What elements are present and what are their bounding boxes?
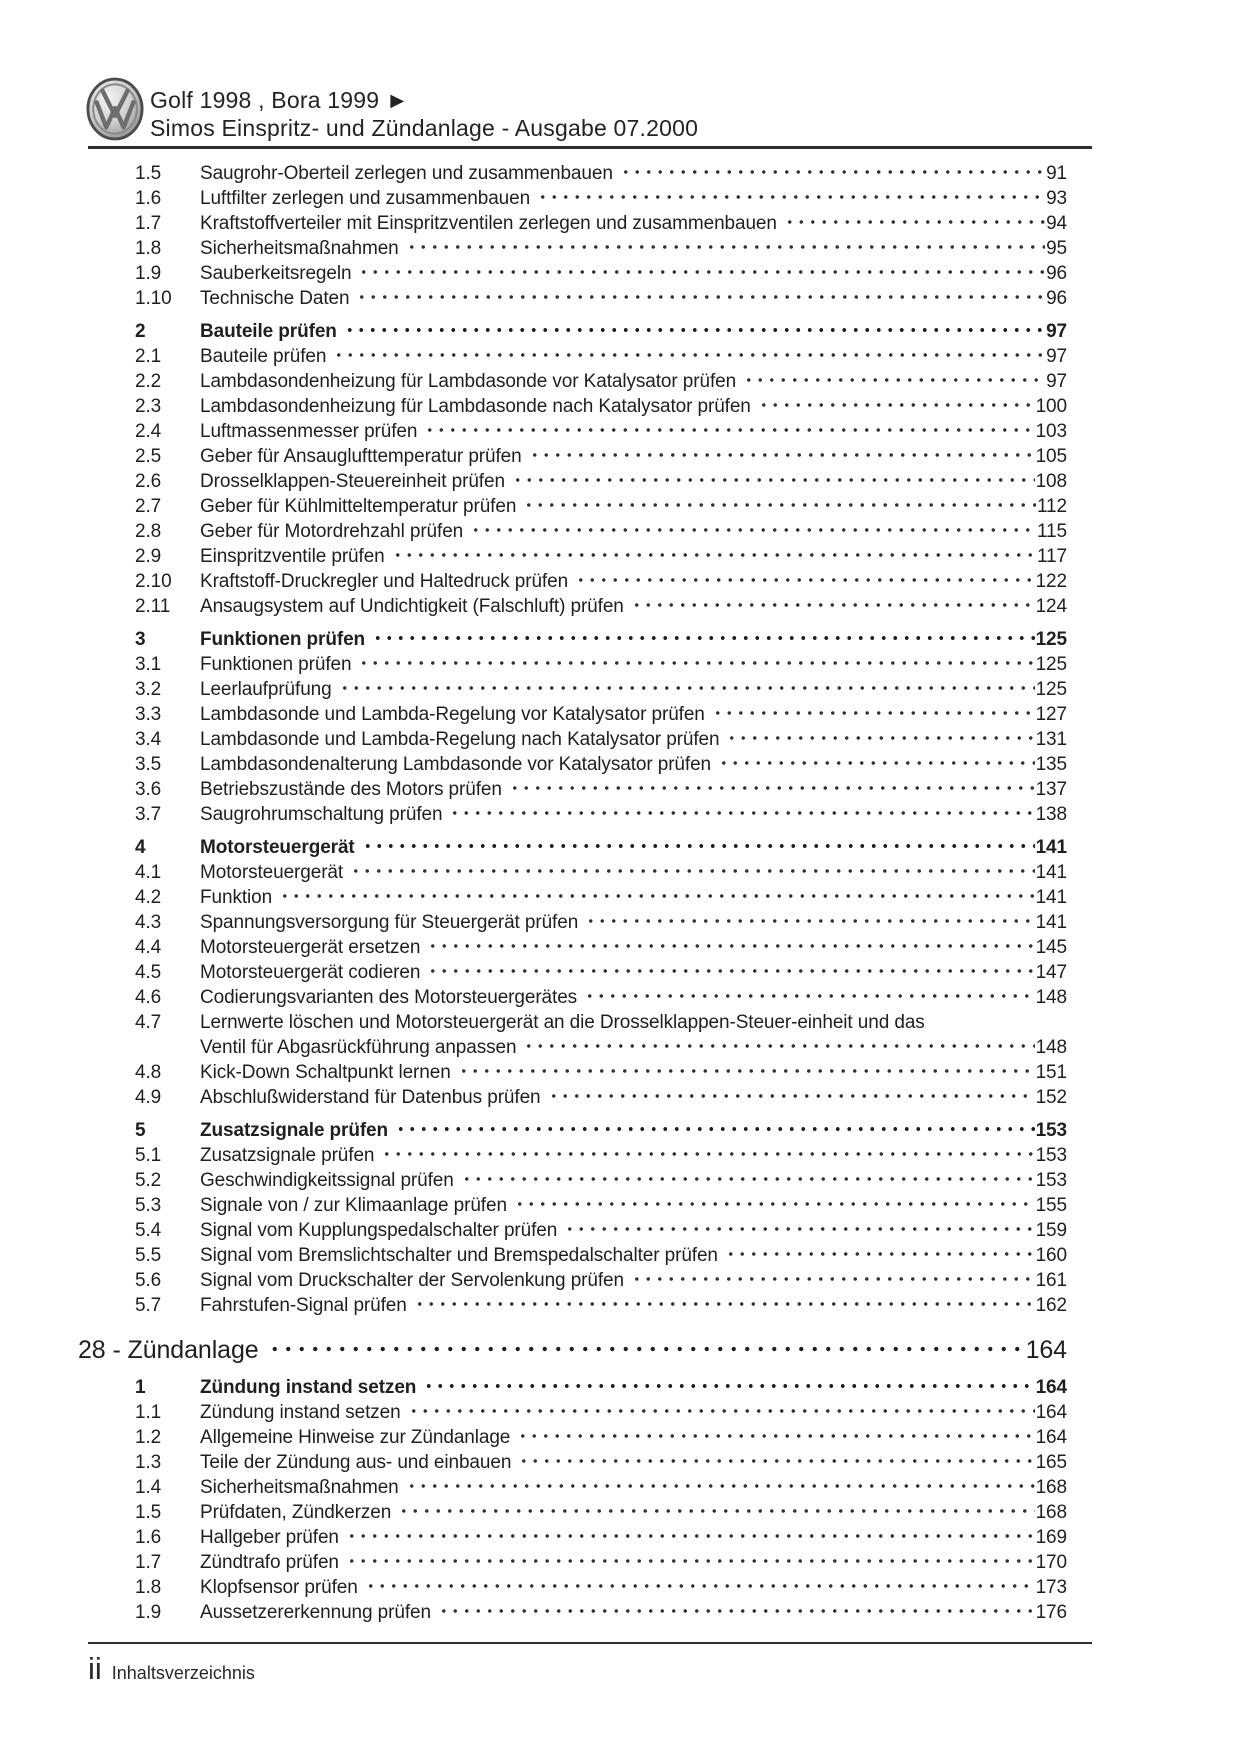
toc-entry bbox=[135, 544, 1067, 569]
dot-leader bbox=[279, 885, 1035, 903]
page-number: 152 bbox=[1035, 1087, 1067, 1108]
page-number: 124 bbox=[1035, 596, 1067, 617]
page-number: 176 bbox=[1035, 1602, 1067, 1623]
dot-leader bbox=[461, 1168, 1035, 1186]
dot-leader bbox=[509, 777, 1035, 795]
toc-entry bbox=[135, 935, 1067, 960]
toc-entry bbox=[135, 960, 1067, 985]
toc-group-header bbox=[135, 1118, 1067, 1143]
entry-title: Lambdasondenheizung für Lambdasonde nach Katalysator prüfen bbox=[200, 396, 751, 417]
toc-entry bbox=[135, 985, 1067, 1010]
page-number: 164 bbox=[1035, 1377, 1067, 1398]
page-number: 125 bbox=[1035, 629, 1067, 650]
entry-number: 5 bbox=[135, 1120, 146, 1141]
dot-leader bbox=[358, 652, 1034, 670]
entry-number: 2.3 bbox=[135, 396, 162, 417]
toc-entry bbox=[135, 494, 1067, 519]
page-number: 148 bbox=[1035, 1037, 1067, 1058]
entry-number: 2.10 bbox=[135, 571, 172, 592]
entry-title: Kick-Down Schaltpunkt lernen bbox=[200, 1062, 451, 1083]
entry-title: Sicherheitsmaßnahmen bbox=[200, 1477, 399, 1498]
entry-number: 4.7 bbox=[135, 1012, 162, 1033]
toc-entry bbox=[135, 1500, 1067, 1525]
entry-number: 1.10 bbox=[135, 288, 172, 309]
page-number: 108 bbox=[1035, 471, 1067, 492]
toc-entry bbox=[135, 236, 1067, 261]
toc-entry bbox=[135, 777, 1067, 802]
page-number: 97 bbox=[1046, 321, 1067, 342]
dot-leader bbox=[518, 1450, 1034, 1468]
page-number: 169 bbox=[1035, 1527, 1067, 1548]
page-number: 95 bbox=[1046, 238, 1067, 259]
dot-leader bbox=[575, 569, 1035, 587]
entry-title: Geber für Kühlmitteltemperatur prüfen bbox=[200, 496, 517, 517]
page-number: 165 bbox=[1035, 1452, 1067, 1473]
entry-title: Saugrohrumschaltung prüfen bbox=[200, 804, 443, 825]
entry-title: Drosselklappen-Steuereinheit prüfen bbox=[200, 471, 505, 492]
dot-leader bbox=[585, 910, 1034, 928]
entry-title: Spannungsversorgung für Steuergerät prüfen bbox=[200, 912, 579, 933]
dot-leader bbox=[458, 1060, 1035, 1078]
page-number: 141 bbox=[1035, 862, 1067, 883]
toc-entry bbox=[135, 1425, 1067, 1450]
footer-divider bbox=[88, 1642, 1092, 1644]
entry-title: Zündung instand setzen bbox=[200, 1402, 401, 1423]
toc-entry bbox=[135, 1168, 1067, 1193]
entry-title: Betriebszustände des Motors prüfen bbox=[200, 779, 502, 800]
page-number: 94 bbox=[1046, 213, 1067, 234]
toc-entry bbox=[135, 652, 1067, 677]
page-number: 122 bbox=[1035, 571, 1067, 592]
entry-number: 3.4 bbox=[135, 729, 162, 750]
page-number: 141 bbox=[1035, 912, 1067, 933]
entry-number: 1.6 bbox=[135, 1527, 162, 1548]
dot-leader bbox=[372, 627, 1035, 645]
entry-number: 3.3 bbox=[135, 704, 162, 725]
dot-leader bbox=[631, 594, 1035, 612]
entry-number: 4.8 bbox=[135, 1062, 162, 1083]
dot-leader bbox=[726, 727, 1034, 745]
dot-leader bbox=[631, 1268, 1035, 1286]
dot-leader bbox=[784, 211, 1045, 229]
entry-title: Sicherheitsmaßnahmen bbox=[200, 238, 399, 259]
header-manual-line: Simos Einspritz- und Zündanlage - Ausgabe 07.2000 bbox=[150, 115, 699, 141]
page-number: 173 bbox=[1035, 1577, 1067, 1598]
toc-entry bbox=[135, 1010, 1067, 1060]
entry-number: 1.7 bbox=[135, 1552, 162, 1573]
chapter-title: 28 - Zündanlage bbox=[78, 1336, 259, 1364]
entry-title: Aussetzererkennung prüfen bbox=[200, 1602, 431, 1623]
dot-leader bbox=[523, 1035, 1034, 1053]
entry-number: 1.8 bbox=[135, 1577, 162, 1598]
entry-number: 1.5 bbox=[135, 163, 162, 184]
toc-chapter-heading bbox=[78, 1333, 1067, 1367]
entry-number: 1.2 bbox=[135, 1427, 162, 1448]
dot-leader bbox=[406, 236, 1045, 254]
dot-leader bbox=[423, 1375, 1034, 1393]
dot-leader bbox=[548, 1085, 1035, 1103]
page-number: 100 bbox=[1035, 396, 1067, 417]
page-number: 164 bbox=[1025, 1336, 1067, 1364]
entry-title: Ansaugsystem auf Undichtigkeit (Falschluft) prüfen bbox=[200, 596, 624, 617]
entry-title-continued: Ventil für Abgasrückführung anpassen bbox=[200, 1037, 517, 1058]
toc-entry bbox=[135, 519, 1067, 544]
entry-number: 2.6 bbox=[135, 471, 162, 492]
entry-title: Motorsteuergerät codieren bbox=[200, 962, 421, 983]
toc-entry bbox=[135, 469, 1067, 494]
dot-leader bbox=[758, 394, 1035, 412]
entry-title: Klopfsensor prüfen bbox=[200, 1577, 358, 1598]
page-number: 153 bbox=[1035, 1170, 1067, 1191]
toc-entry bbox=[135, 702, 1067, 727]
page-number: 117 bbox=[1037, 546, 1067, 567]
entry-number: 1.3 bbox=[135, 1452, 162, 1473]
entry-number: 3.1 bbox=[135, 654, 162, 675]
dot-leader bbox=[523, 494, 1036, 512]
toc-entry bbox=[135, 1060, 1067, 1085]
entry-number: 4 bbox=[135, 837, 146, 858]
page-number: 138 bbox=[1035, 804, 1067, 825]
page-number: 155 bbox=[1035, 1195, 1067, 1216]
entry-title: Luftfilter zerlegen und zusammenbauen bbox=[200, 188, 531, 209]
dot-leader bbox=[620, 161, 1045, 179]
entry-number: 2.2 bbox=[135, 371, 162, 392]
page-number: 112 bbox=[1037, 496, 1067, 517]
toc-entry bbox=[135, 186, 1067, 211]
dot-leader bbox=[743, 369, 1045, 387]
toc-entry bbox=[135, 1575, 1067, 1600]
entry-number: 2.8 bbox=[135, 521, 162, 542]
toc-entry bbox=[135, 727, 1067, 752]
dot-leader bbox=[449, 802, 1034, 820]
entry-title: Funktion bbox=[200, 887, 273, 908]
dot-leader bbox=[424, 419, 1034, 437]
page-number: 164 bbox=[1035, 1427, 1067, 1448]
toc-entry bbox=[135, 1450, 1067, 1475]
entry-title: Signal vom Bremslichtschalter und Bremspedalschalter prüfen bbox=[200, 1245, 718, 1266]
entry-title: Lambdasondenalterung Lambdasonde vor Katalysator prüfen bbox=[200, 754, 712, 775]
dot-leader bbox=[356, 286, 1045, 304]
dot-leader bbox=[517, 1425, 1034, 1443]
page-number: 145 bbox=[1035, 937, 1067, 958]
dot-leader bbox=[395, 1118, 1035, 1136]
vw-logo-icon bbox=[86, 76, 144, 147]
dot-leader bbox=[470, 519, 1036, 537]
entry-number: 2.9 bbox=[135, 546, 162, 567]
toc-entry bbox=[135, 1550, 1067, 1575]
page-number: 97 bbox=[1046, 371, 1067, 392]
toc-group-header bbox=[135, 1375, 1067, 1400]
entry-number: 3.5 bbox=[135, 754, 162, 775]
page-number: 161 bbox=[1035, 1270, 1067, 1291]
toc-entry bbox=[135, 594, 1067, 619]
entry-number: 1.6 bbox=[135, 188, 162, 209]
toc-entry bbox=[135, 369, 1067, 394]
entry-title: Abschlußwiderstand für Datenbus prüfen bbox=[200, 1087, 541, 1108]
page-number: 131 bbox=[1035, 729, 1067, 750]
entry-number: 5.5 bbox=[135, 1245, 162, 1266]
entry-title: Einspritzventile prüfen bbox=[200, 546, 385, 567]
page-number: 170 bbox=[1035, 1552, 1067, 1573]
toc-entry bbox=[135, 394, 1067, 419]
toc-group-header bbox=[135, 835, 1067, 860]
toc-entry bbox=[135, 1600, 1067, 1625]
dot-leader bbox=[406, 1475, 1035, 1493]
entry-number: 5.6 bbox=[135, 1270, 162, 1291]
entry-title: Geber für Ansauglufttemperatur prüfen bbox=[200, 446, 522, 467]
header-divider bbox=[88, 146, 1092, 149]
page-number: 141 bbox=[1035, 837, 1067, 858]
entry-number: 5.3 bbox=[135, 1195, 162, 1216]
entry-number: 5.7 bbox=[135, 1295, 162, 1316]
entry-number: 1.7 bbox=[135, 213, 162, 234]
entry-number: 4.2 bbox=[135, 887, 162, 908]
page-number: 127 bbox=[1035, 704, 1067, 725]
dot-leader bbox=[712, 702, 1035, 720]
entry-title: Geber für Motordrehzahl prüfen bbox=[200, 521, 464, 542]
header-model-line: Golf 1998 , Bora 1999 ► bbox=[150, 87, 409, 113]
dot-leader bbox=[362, 835, 1035, 853]
entry-title: Zündtrafo prüfen bbox=[200, 1552, 339, 1573]
dot-leader bbox=[718, 752, 1035, 770]
page-number: 115 bbox=[1037, 521, 1067, 542]
entry-title: Signal vom Druckschalter der Servolenkung prüfen bbox=[200, 1270, 624, 1291]
toc-entry bbox=[135, 286, 1067, 311]
entry-title: Signal vom Kupplungspedalschalter prüfen bbox=[200, 1220, 558, 1241]
page-number: 162 bbox=[1035, 1295, 1067, 1316]
entry-number: 2.1 bbox=[135, 346, 162, 367]
toc-entry bbox=[135, 677, 1067, 702]
entry-number: 4.4 bbox=[135, 937, 162, 958]
footer bbox=[88, 1652, 255, 1686]
page-number: 97 bbox=[1046, 346, 1067, 367]
entry-title: Teile der Zündung aus- und einbauen bbox=[200, 1452, 512, 1473]
page-number: 96 bbox=[1046, 263, 1067, 284]
dot-leader bbox=[333, 344, 1045, 362]
toc-group-header bbox=[135, 627, 1067, 652]
entry-title: Lambdasonde und Lambda-Regelung vor Katalysator prüfen bbox=[200, 704, 705, 725]
toc-entry bbox=[135, 1243, 1067, 1268]
dot-leader bbox=[381, 1143, 1034, 1161]
entry-number: 5.1 bbox=[135, 1145, 162, 1166]
toc-entry bbox=[135, 1268, 1067, 1293]
entry-number: 3.2 bbox=[135, 679, 162, 700]
dot-leader bbox=[564, 1218, 1034, 1236]
toc-entry bbox=[135, 444, 1067, 469]
entry-number: 1.5 bbox=[135, 1502, 162, 1523]
dot-leader bbox=[365, 1575, 1035, 1593]
dot-leader bbox=[537, 186, 1045, 204]
toc-entry bbox=[135, 344, 1067, 369]
page-number: 93 bbox=[1046, 188, 1067, 209]
entry-number: 2.4 bbox=[135, 421, 162, 442]
entry-number: 5.2 bbox=[135, 1170, 162, 1191]
page-number: 103 bbox=[1035, 421, 1067, 442]
entry-title: Lernwerte löschen und Motorsteuergerät an die Drosselklappen-Steuer-einheit und das bbox=[200, 1012, 925, 1033]
page-number: 135 bbox=[1035, 754, 1067, 775]
entry-number: 1.8 bbox=[135, 238, 162, 259]
dot-leader bbox=[358, 261, 1045, 279]
entry-title: Codierungsvarianten des Motorsteuergerätes bbox=[200, 987, 578, 1008]
entry-title: Zündung instand setzen bbox=[200, 1377, 417, 1398]
entry-number: 3.7 bbox=[135, 804, 162, 825]
toc-group-header bbox=[135, 319, 1067, 344]
toc-entry bbox=[135, 752, 1067, 777]
dot-leader bbox=[427, 935, 1034, 953]
entry-title: Bauteile prüfen bbox=[200, 321, 337, 342]
entry-title: Zusatzsignale prüfen bbox=[200, 1120, 389, 1141]
entry-number: 1 bbox=[135, 1377, 146, 1398]
entry-title: Lambdasondenheizung für Lambdasonde vor Katalysator prüfen bbox=[200, 371, 737, 392]
entry-number: 4.1 bbox=[135, 862, 162, 883]
entry-number: 4.6 bbox=[135, 987, 162, 1008]
entry-title: Leerlaufprüfung bbox=[200, 679, 332, 700]
toc-entry bbox=[135, 1143, 1067, 1168]
entry-title: Funktionen prüfen bbox=[200, 654, 352, 675]
dot-leader bbox=[408, 1400, 1035, 1418]
page-number: 148 bbox=[1035, 987, 1067, 1008]
page-number: 96 bbox=[1046, 288, 1067, 309]
toc-list bbox=[78, 161, 1067, 1625]
page-number: 147 bbox=[1035, 962, 1067, 983]
page-number: 153 bbox=[1035, 1120, 1067, 1141]
entry-title: Kraftstoff-Druckregler und Haltedruck prüfen bbox=[200, 571, 569, 592]
page-number: 168 bbox=[1035, 1477, 1067, 1498]
dot-leader bbox=[339, 677, 1035, 695]
dot-leader bbox=[438, 1600, 1035, 1618]
toc-entry bbox=[135, 1525, 1067, 1550]
toc-entry bbox=[135, 802, 1067, 827]
toc-entry bbox=[135, 261, 1067, 286]
page-number: 164 bbox=[1035, 1402, 1067, 1423]
dot-leader bbox=[346, 1525, 1035, 1543]
dot-leader bbox=[398, 1500, 1034, 1518]
dot-leader bbox=[427, 960, 1034, 978]
page-number: 159 bbox=[1035, 1220, 1067, 1241]
entry-title: Fahrstufen-Signal prüfen bbox=[200, 1295, 407, 1316]
entry-number: 3 bbox=[135, 629, 146, 650]
entry-number: 4.9 bbox=[135, 1087, 162, 1108]
entry-title: Lambdasonde und Lambda-Regelung nach Katalysator prüfen bbox=[200, 729, 720, 750]
entry-title: Hallgeber prüfen bbox=[200, 1527, 339, 1548]
toc-entry bbox=[135, 1293, 1067, 1318]
entry-number: 2.5 bbox=[135, 446, 162, 467]
toc-entry bbox=[135, 211, 1067, 236]
entry-title: Sauberkeitsregeln bbox=[200, 263, 352, 284]
page-number: 168 bbox=[1035, 1502, 1067, 1523]
dot-leader bbox=[529, 444, 1035, 462]
entry-title: Motorsteuergerät bbox=[200, 862, 344, 883]
toc-entry bbox=[135, 419, 1067, 444]
dot-leader bbox=[584, 985, 1035, 1003]
dot-leader bbox=[414, 1293, 1035, 1311]
footer-label: Inhaltsverzeichnis bbox=[111, 1663, 255, 1683]
entry-title: Motorsteuergerät bbox=[200, 837, 355, 858]
entry-title: Allgemeine Hinweise zur Zündanlage bbox=[200, 1427, 511, 1448]
toc-entry bbox=[135, 161, 1067, 186]
entry-title: Saugrohr-Oberteil zerlegen und zusammenbauen bbox=[200, 163, 613, 184]
dot-leader bbox=[268, 1340, 1025, 1358]
entry-title: Signale von / zur Klimaanlage prüfen bbox=[200, 1195, 507, 1216]
toc-entry bbox=[135, 1085, 1067, 1110]
page-number: 137 bbox=[1035, 779, 1067, 800]
toc-entry bbox=[135, 1218, 1067, 1243]
entry-title: Prüfdaten, Zündkerzen bbox=[200, 1502, 392, 1523]
page-number: 91 bbox=[1046, 163, 1067, 184]
page-number: 141 bbox=[1035, 887, 1067, 908]
page-number: 153 bbox=[1035, 1145, 1067, 1166]
dot-leader bbox=[346, 1550, 1035, 1568]
entry-title: Zusatzsignale prüfen bbox=[200, 1145, 375, 1166]
entry-title: Kraftstoffverteiler mit Einspritzventilen zerlegen und zusammenbauen bbox=[200, 213, 777, 234]
entry-number: 1.4 bbox=[135, 1477, 162, 1498]
entry-number: 4.5 bbox=[135, 962, 162, 983]
entry-number: 3.6 bbox=[135, 779, 162, 800]
entry-title: Funktionen prüfen bbox=[200, 629, 366, 650]
entry-number: 2.11 bbox=[135, 596, 171, 617]
dot-leader bbox=[350, 860, 1035, 878]
entry-number: 5.4 bbox=[135, 1220, 162, 1241]
dot-leader bbox=[512, 469, 1035, 487]
entry-number: 2.7 bbox=[135, 496, 162, 517]
header bbox=[150, 86, 698, 142]
dot-leader bbox=[514, 1193, 1035, 1211]
toc-entry bbox=[135, 569, 1067, 594]
dot-leader bbox=[392, 544, 1036, 562]
dot-leader bbox=[725, 1243, 1035, 1261]
page-number: 125 bbox=[1035, 679, 1067, 700]
page-number: 105 bbox=[1035, 446, 1067, 467]
entry-number: 4.3 bbox=[135, 912, 162, 933]
entry-number: 1.9 bbox=[135, 1602, 162, 1623]
dot-leader bbox=[344, 319, 1045, 337]
entry-number: 1.9 bbox=[135, 263, 162, 284]
toc-entry bbox=[135, 910, 1067, 935]
footer-page-number: ii bbox=[88, 1651, 102, 1686]
entry-title: Motorsteuergerät ersetzen bbox=[200, 937, 421, 958]
page-number: 151 bbox=[1035, 1062, 1067, 1083]
toc-entry bbox=[135, 860, 1067, 885]
page-number: 125 bbox=[1035, 654, 1067, 675]
entry-title: Geschwindigkeitssignal prüfen bbox=[200, 1170, 454, 1191]
toc-entry bbox=[135, 1400, 1067, 1425]
entry-title: Bauteile prüfen bbox=[200, 346, 327, 367]
entry-number: 2 bbox=[135, 321, 146, 342]
entry-title: Technische Daten bbox=[200, 288, 350, 309]
entry-title: Luftmassenmesser prüfen bbox=[200, 421, 418, 442]
toc-entry bbox=[135, 1193, 1067, 1218]
toc-entry bbox=[135, 885, 1067, 910]
entry-number: 1.1 bbox=[135, 1402, 162, 1423]
toc-entry bbox=[135, 1475, 1067, 1500]
page-number: 160 bbox=[1035, 1245, 1067, 1266]
